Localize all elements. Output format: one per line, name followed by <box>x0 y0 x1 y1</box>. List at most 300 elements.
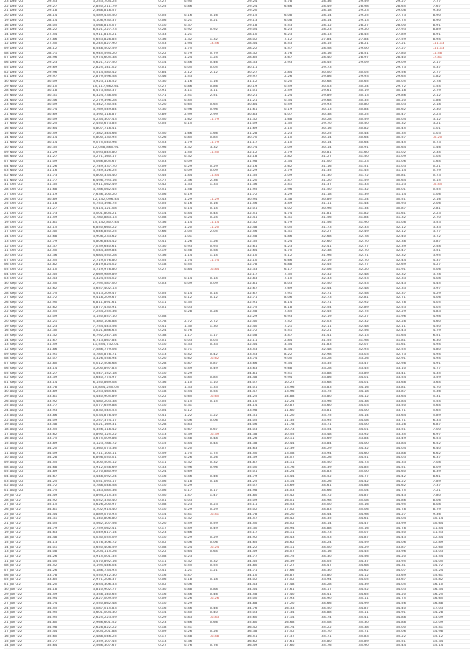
change-cell: 0.43 <box>158 197 184 202</box>
date-cell: 13 Oct '22 <box>4 239 47 244</box>
open-cell: 30.14 <box>47 141 93 146</box>
low-cell: 10.55 <box>284 432 321 437</box>
close-cell: 31.50 <box>358 155 395 160</box>
high-cell: 36.49 <box>247 644 284 649</box>
close-cell: 31.98 <box>358 338 395 343</box>
open-cell: 31.59 <box>47 216 93 221</box>
change-pct-cell: 0.09 <box>184 169 210 174</box>
low-52w-cell: 6.62 <box>433 451 470 456</box>
high-52w-cell: 34.43 <box>396 536 433 541</box>
open-cell: 34.89 <box>47 470 93 475</box>
close-cell: 32.07 <box>358 343 395 348</box>
change-pct-cell: 0.29 <box>184 484 210 489</box>
date-cell: 08 Nov '22 <box>4 155 47 160</box>
high-cell: 35.11 <box>247 503 284 508</box>
low-52w-cell: 3.12 <box>433 117 470 122</box>
change-pct-cell: 2.72 <box>184 319 210 324</box>
close-cell: 35.07 <box>358 531 395 536</box>
volume-cell: 2,628,822.22 <box>93 625 159 630</box>
high-52w-cell: 30.03 <box>396 103 433 108</box>
date-cell: 24 Oct '22 <box>4 206 47 211</box>
low-cell: 10.27 <box>284 380 321 385</box>
high-52w-cell: 29.73 <box>396 65 433 70</box>
vwap-cell: 30.25 <box>321 131 358 136</box>
low-cell: 2.59 <box>284 89 321 94</box>
change-cell: 0.36 <box>158 380 184 385</box>
low-cell: 6.17 <box>284 268 321 273</box>
change-cell: 0.11 <box>158 517 184 522</box>
vwap-cell: 32.45 <box>321 263 358 268</box>
close-cell: 35.38 <box>358 625 395 630</box>
high-cell: 34.76 <box>247 606 284 611</box>
high-cell: 32.35 <box>247 239 284 244</box>
vwap-cell: 31.55 <box>321 338 358 343</box>
close-cell: 28.27 <box>358 23 395 28</box>
vwap-cell: 35.00 <box>321 503 358 508</box>
open-cell: 35.64 <box>47 644 93 649</box>
low-52w-cell: 4.06 <box>433 296 470 301</box>
low-52w-cell: 1.46 <box>433 145 470 150</box>
low-cell: 2.84 <box>284 338 321 343</box>
volume-cell: 4,052,330.40 <box>93 498 159 503</box>
close-cell: 28.98 <box>358 4 395 9</box>
open-cell: 32.40 <box>47 230 93 235</box>
change-pct-cell: 0.49 <box>184 526 210 531</box>
open-cell: 28.14 <box>47 14 93 19</box>
high-cell: 31.56 <box>247 202 284 207</box>
change-cell: 0.45 <box>158 385 184 390</box>
change-pct-cell: 2.51 <box>184 94 210 99</box>
low-52w-cell: 8.61 <box>433 475 470 480</box>
low-52w-cell: 2.30 <box>433 108 470 113</box>
low-52w-cell: 0.79 <box>433 169 470 174</box>
close-cell: 34.77 <box>358 475 395 480</box>
high-cell: 32.67 <box>247 291 284 296</box>
high-cell: 30.83 <box>247 112 284 117</box>
low-52w-cell: 6.30 <box>433 338 470 343</box>
low-cell: 17.61 <box>284 639 321 644</box>
vwap-cell: 31.81 <box>321 211 358 216</box>
open-cell: 28.22 <box>47 28 93 33</box>
date-cell: 05 Dec '22 <box>4 65 47 70</box>
high-cell: 35.60 <box>247 616 284 621</box>
vwap-cell: 34.72 <box>321 493 358 498</box>
prev-close-cell: 0.44 <box>210 442 247 447</box>
prev-close-cell: 1.30 <box>210 324 247 329</box>
close-cell: 34.56 <box>358 554 395 559</box>
volume-cell: 3,780,883.13 <box>93 216 159 221</box>
date-cell: 10 Nov '22 <box>4 145 47 150</box>
high-cell: 32.08 <box>247 333 284 338</box>
low-52w-cell: 12.89 <box>433 540 470 545</box>
change-cell: 0.02 <box>158 583 184 588</box>
prev-close-cell: -0.24 <box>210 545 247 550</box>
high-52w-cell: 35.44 <box>396 644 433 649</box>
open-cell: 31.29 <box>47 150 93 155</box>
change-cell: 0.71 <box>158 94 184 99</box>
high-cell: 33.53 <box>247 348 284 353</box>
low-cell: 14.03 <box>284 489 321 494</box>
open-cell: 35.15 <box>47 503 93 508</box>
vwap-cell: 28.14 <box>321 18 358 23</box>
change-pct-cell: 0.96 <box>184 108 210 113</box>
open-cell: 32.10 <box>47 268 93 273</box>
low-52w-cell: 0.15 <box>433 178 470 183</box>
open-cell: 32.82 <box>47 263 93 268</box>
low-cell: 3.67 <box>284 56 321 61</box>
volume-cell: 3,087,015.83 <box>93 606 159 611</box>
date-cell: 16 Nov '22 <box>4 126 47 131</box>
close-cell: 30.91 <box>358 145 395 150</box>
high-cell: 32.32 <box>247 221 284 226</box>
high-52w-cell: 30.32 <box>396 122 433 127</box>
low-cell: 16.07 <box>284 550 321 555</box>
low-52w-cell: 8.08 <box>433 503 470 508</box>
volume-cell: 3,150,857.10 <box>93 315 159 320</box>
change-cell: 0.06 <box>158 489 184 494</box>
high-52w-cell: 30.93 <box>396 202 433 207</box>
prev-close-cell: -0.62 <box>210 357 247 362</box>
prev-close-cell: 0.42 <box>210 352 247 357</box>
volume-cell: 4,684,550.28 <box>93 253 159 258</box>
change-cell: 0.02 <box>158 540 184 545</box>
date-cell: 09 Sep '22 <box>4 352 47 357</box>
open-cell: 31.35 <box>47 183 93 188</box>
high-cell: 28.02 <box>247 37 284 42</box>
prev-close-cell: -0.84 <box>210 268 247 273</box>
low-cell: 2.10 <box>284 126 321 131</box>
close-cell: 30.35 <box>358 98 395 103</box>
date-cell: 19 Aug '22 <box>4 423 47 428</box>
open-cell: 31.73 <box>47 211 93 216</box>
high-cell: 35.00 <box>247 465 284 470</box>
change-cell: 0.19 <box>158 564 184 569</box>
close-cell: 35.16 <box>358 526 395 531</box>
high-cell: 34.25 <box>247 395 284 400</box>
change-cell: 0.16 <box>158 573 184 578</box>
high-cell: 29.20 <box>247 9 284 14</box>
low-cell: 6.66 <box>284 4 321 9</box>
date-cell: 22 Sep '22 <box>4 310 47 315</box>
date-cell: 21 Jul '22 <box>4 522 47 527</box>
vwap-cell: 32.50 <box>321 282 358 287</box>
date-cell: 17 Aug '22 <box>4 432 47 437</box>
low-52w-cell: 8.89 <box>433 28 470 33</box>
high-cell: 34.25 <box>247 479 284 484</box>
low-cell: 0.59 <box>284 84 321 89</box>
volume-cell: 5,380,108.88 <box>93 319 159 324</box>
change-pct-cell: 0.03 <box>184 338 210 343</box>
open-cell: 33.92 <box>47 399 93 404</box>
high-cell: 31.17 <box>247 141 284 146</box>
low-52w-cell: 0.73 <box>433 141 470 146</box>
vwap-cell: 33.68 <box>321 380 358 385</box>
change-cell: 0.36 <box>158 37 184 42</box>
open-cell: 32.36 <box>47 253 93 258</box>
high-52w-cell: 33.50 <box>396 404 433 409</box>
low-52w-cell: 6.97 <box>433 432 470 437</box>
low-52w-cell: 1.82 <box>433 75 470 80</box>
close-cell: 35.41 <box>358 616 395 621</box>
vwap-cell: 30.28 <box>321 117 358 122</box>
vwap-cell: 30.00 <box>321 70 358 75</box>
vwap-cell: 32.33 <box>321 277 358 282</box>
low-cell: 17.14 <box>284 616 321 621</box>
close-cell: 32.53 <box>358 282 395 287</box>
close-cell: 34.01 <box>358 376 395 381</box>
high-cell: 32.81 <box>247 282 284 287</box>
low-52w-cell: 2.58 <box>433 244 470 249</box>
change-cell: 0.41 <box>158 413 184 418</box>
close-cell: 34.03 <box>358 404 395 409</box>
close-cell: 34.18 <box>358 390 395 395</box>
change-cell: 0.20 <box>158 522 184 527</box>
open-cell: 31.18 <box>47 202 93 207</box>
prev-close-cell: 0.66 <box>210 620 247 625</box>
low-cell: 5.12 <box>284 253 321 258</box>
high-52w-cell: 34.33 <box>396 460 433 465</box>
open-cell: 32.75 <box>47 291 93 296</box>
open-cell: 34.44 <box>47 512 93 517</box>
high-cell: 36.51 <box>247 634 284 639</box>
volume-cell: 3,785,878.71 <box>93 352 159 357</box>
volume-cell: 3,021,886.63 <box>93 329 159 334</box>
low-52w-cell: 0.21 <box>433 164 470 169</box>
date-cell: 01 Sep '22 <box>4 380 47 385</box>
low-cell: 4.02 <box>284 206 321 211</box>
date-cell: 24 Jun '22 <box>4 606 47 611</box>
vwap-cell: 32.71 <box>321 301 358 306</box>
low-cell: 7.12 <box>284 37 321 42</box>
close-cell: 29.00 <box>358 47 395 52</box>
high-cell: 34.50 <box>247 522 284 527</box>
change-pct-cell: 0.15 <box>184 122 210 127</box>
vwap-cell: 32.45 <box>321 310 358 315</box>
open-cell: 31.26 <box>47 164 93 169</box>
low-52w-cell: 3.72 <box>433 235 470 240</box>
prev-close-cell: -3.56 <box>210 42 247 47</box>
high-52w-cell: 33.84 <box>396 442 433 447</box>
prev-close-cell: -1.50 <box>210 150 247 155</box>
prev-close-cell: 0.32 <box>210 559 247 564</box>
change-cell: 0.01 <box>158 65 184 70</box>
high-cell: 34.10 <box>247 573 284 578</box>
change-pct-cell: 1.21 <box>184 32 210 37</box>
change-cell: 0.05 <box>158 14 184 19</box>
change-cell: 0.22 <box>158 51 184 56</box>
open-cell: 31.27 <box>47 206 93 211</box>
change-cell: 0.30 <box>158 587 184 592</box>
vwap-cell: 32.73 <box>321 296 358 301</box>
vwap-cell: 28.49 <box>321 4 358 9</box>
date-cell: 08 Sep '22 <box>4 357 47 362</box>
close-cell: 35.83 <box>358 634 395 639</box>
change-cell: 0.55 <box>158 47 184 52</box>
low-cell: 14.11 <box>284 460 321 465</box>
date-cell: 21 Sep '22 <box>4 315 47 320</box>
volume-cell: 6,945,594.20 <box>93 51 159 56</box>
date-cell: 19 Dec '22 <box>4 18 47 23</box>
open-cell: 32.79 <box>47 239 93 244</box>
date-cell: 07 Oct '22 <box>4 258 47 263</box>
volume-cell: 8,498,793.16 <box>93 178 159 183</box>
date-cell: 29 Jul '22 <box>4 493 47 498</box>
close-cell: 34.98 <box>358 512 395 517</box>
change-pct-cell: 1.66 <box>184 131 210 136</box>
date-cell: 06 Oct '22 <box>4 263 47 268</box>
close-cell: 35.71 <box>358 630 395 635</box>
close-cell: 31.60 <box>358 150 395 155</box>
change-pct-cell: 1.20 <box>184 225 210 230</box>
change-cell: 0.13 <box>158 352 184 357</box>
low-cell: 11.60 <box>284 409 321 414</box>
prev-close-cell: 0.32 <box>210 460 247 465</box>
vwap-cell: 35.08 <box>321 620 358 625</box>
vwap-cell: 30.96 <box>321 206 358 211</box>
high-52w-cell: 32.28 <box>396 319 433 324</box>
low-cell: 5.53 <box>284 23 321 28</box>
high-cell: 32.58 <box>247 310 284 315</box>
low-52w-cell: 7.00 <box>433 427 470 432</box>
change-cell: 0.42 <box>158 183 184 188</box>
low-52w-cell: 3.95 <box>433 253 470 258</box>
vwap-cell: 34.26 <box>321 456 358 461</box>
open-cell: 33.78 <box>47 573 93 578</box>
high-cell: 30.19 <box>247 84 284 89</box>
close-cell: 32.48 <box>358 286 395 291</box>
date-cell: 15 Aug '22 <box>4 442 47 447</box>
low-52w-cell: 4.91 <box>433 362 470 367</box>
low-cell: 17.20 <box>284 602 321 607</box>
close-cell: 34.51 <box>358 456 395 461</box>
vwap-cell: 33.83 <box>321 385 358 390</box>
high-52w-cell: 27.73 <box>396 14 433 19</box>
date-cell: 31 Aug '22 <box>4 385 47 390</box>
high-cell: 32.01 <box>247 206 284 211</box>
close-cell: 31.23 <box>358 159 395 164</box>
change-cell: 0.24 <box>158 329 184 334</box>
volume-cell: 3,640,774.97 <box>93 376 159 381</box>
change-cell: 0.08 <box>158 545 184 550</box>
change-pct-cell: 1.75 <box>184 47 210 52</box>
date-cell: 11 Nov '22 <box>4 141 47 146</box>
volume-cell: 2,759,062.41 <box>93 526 159 531</box>
open-cell: 30.10 <box>47 84 93 89</box>
high-cell: 34.79 <box>247 475 284 480</box>
low-52w-cell: 6.53 <box>433 437 470 442</box>
low-cell: 2.34 <box>284 159 321 164</box>
open-cell: 30.64 <box>47 126 93 131</box>
change-pct-cell: 0.16 <box>184 14 210 19</box>
volume-cell: 4,300,505.12 <box>93 460 159 465</box>
change-pct-cell: 0.84 <box>184 268 210 273</box>
low-52w-cell: 5.89 <box>433 413 470 418</box>
low-cell: 16.43 <box>284 536 321 541</box>
change-pct-cell: 0.19 <box>184 192 210 197</box>
low-cell: 16.11 <box>284 531 321 536</box>
prev-close-cell: -1.44 <box>210 174 247 179</box>
date-cell: 12 Jul '22 <box>4 554 47 559</box>
change-pct-cell: 0.88 <box>184 587 210 592</box>
change-pct-cell: 0.66 <box>184 620 210 625</box>
change-pct-cell: 0.93 <box>184 244 210 249</box>
change-pct-cell: 1.79 <box>184 141 210 146</box>
low-cell: 8.06 <box>284 296 321 301</box>
high-cell: 34.02 <box>247 578 284 583</box>
low-52w-cell: 4.77 <box>433 366 470 371</box>
date-cell: 04 Aug '22 <box>4 475 47 480</box>
prev-close-cell: 2.12 <box>210 70 247 75</box>
vwap-cell: 34.26 <box>321 479 358 484</box>
high-52w-cell: 31.61 <box>396 343 433 348</box>
vwap-cell: 34.00 <box>321 545 358 550</box>
open-cell: 30.69 <box>47 112 93 117</box>
prev-close-cell: -1.29 <box>210 197 247 202</box>
high-cell: 31.01 <box>247 89 284 94</box>
high-cell: 32.29 <box>247 315 284 320</box>
change-pct-cell: 1.33 <box>184 385 210 390</box>
low-52w-cell: 1.64 <box>433 159 470 164</box>
date-cell: 30 Jun '22 <box>4 587 47 592</box>
vwap-cell: 33.88 <box>321 371 358 376</box>
close-cell: 34.59 <box>358 540 395 545</box>
low-52w-cell: 7.77 <box>433 0 470 4</box>
close-cell: 31.39 <box>358 192 395 197</box>
vwap-cell: 31.20 <box>321 178 358 183</box>
low-cell: 6.08 <box>284 14 321 19</box>
vwap-cell: 32.60 <box>321 239 358 244</box>
change-cell: 0.09 <box>158 164 184 169</box>
low-52w-cell: 0.55 <box>433 188 470 193</box>
open-cell: 31.27 <box>47 155 93 160</box>
high-52w-cell: 35.51 <box>396 639 433 644</box>
open-cell: 33.85 <box>47 578 93 583</box>
volume-cell: 3,270,880.99 <box>93 470 159 475</box>
low-cell: 17.37 <box>284 634 321 639</box>
high-52w-cell: 34.43 <box>396 493 433 498</box>
high-52w-cell: 34.75 <box>396 489 433 494</box>
date-cell: 24 Nov '22 <box>4 98 47 103</box>
prev-close-cell: 1.17 <box>210 333 247 338</box>
low-cell: 4.23 <box>284 244 321 249</box>
volume-cell: 4,030,055.09 <box>93 536 159 541</box>
change-cell: 0.33 <box>158 465 184 470</box>
low-cell: 7.35 <box>284 272 321 277</box>
date-cell: 09 Aug '22 <box>4 460 47 465</box>
date-cell: 24 Aug '22 <box>4 409 47 414</box>
prev-close-cell: 0.26 <box>210 630 247 635</box>
open-cell: 35.60 <box>47 634 93 639</box>
high-cell: 34.26 <box>247 437 284 442</box>
volume-cell: 3,894,215.35 <box>93 493 159 498</box>
low-52w-cell: 5.64 <box>433 404 470 409</box>
vwap-cell: 28.18 <box>321 9 358 14</box>
close-cell: 30.05 <box>358 70 395 75</box>
change-pct-cell: 0.32 <box>184 517 210 522</box>
low-cell: 6.23 <box>284 28 321 33</box>
change-cell: 0.66 <box>158 230 184 235</box>
high-cell: 34.01 <box>247 385 284 390</box>
low-cell: 16.53 <box>284 503 321 508</box>
low-52w-cell: 9.36 <box>433 512 470 517</box>
low-cell: 2.79 <box>284 150 321 155</box>
high-52w-cell: 30.05 <box>396 79 433 84</box>
high-cell: 32.56 <box>247 230 284 235</box>
low-cell: 13.44 <box>284 475 321 480</box>
low-52w-cell: 2.12 <box>433 94 470 99</box>
close-cell: 35.06 <box>358 507 395 512</box>
high-52w-cell: 31.61 <box>396 211 433 216</box>
